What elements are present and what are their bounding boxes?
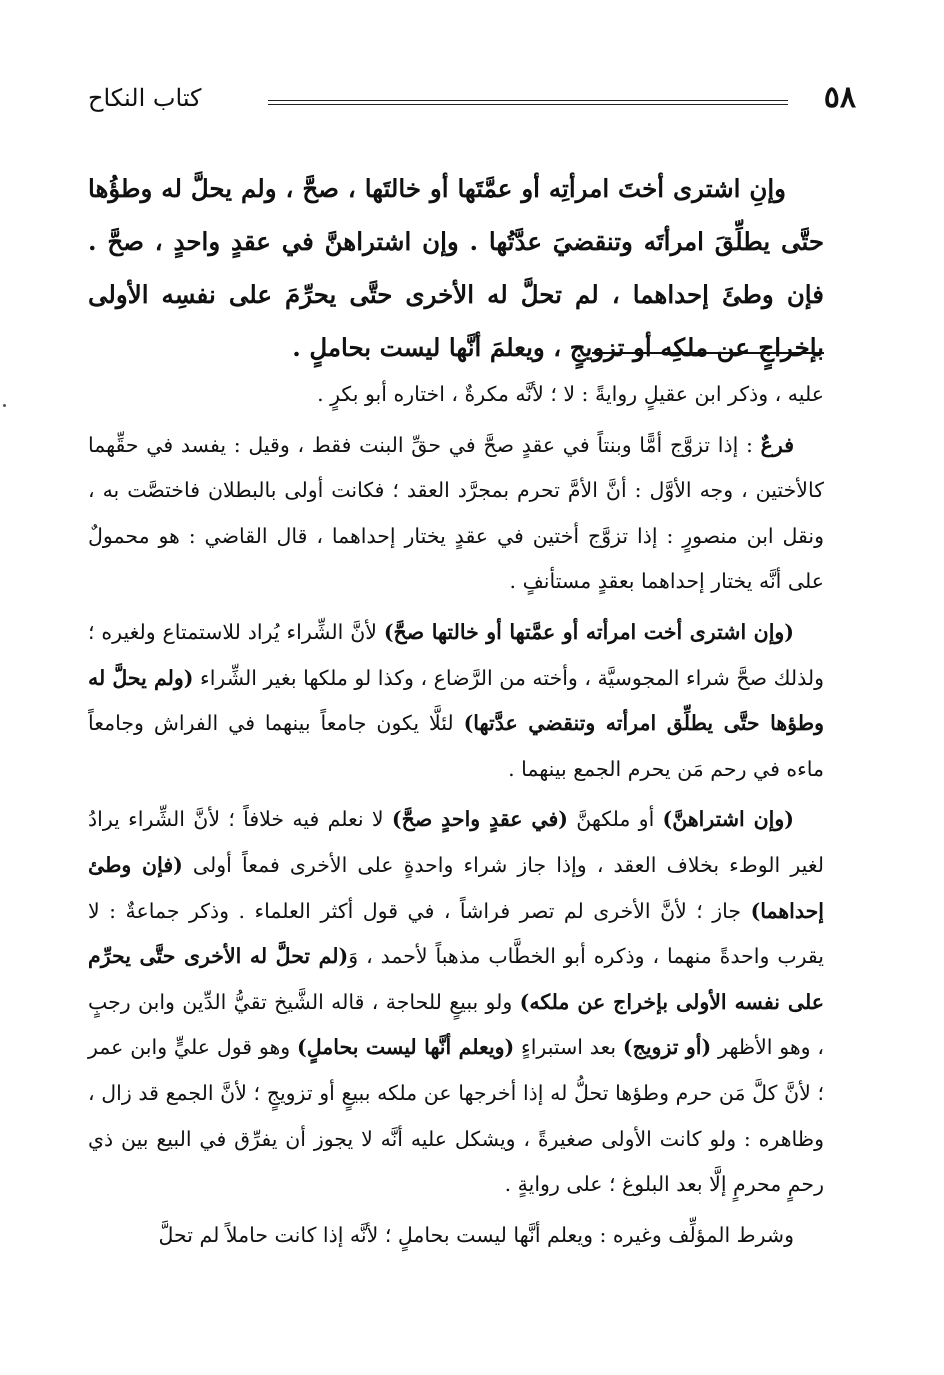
footnote-divider	[592, 352, 824, 354]
commentary-text: لا نعلم فيه خلافاً ؛ لأنَّ الشِّراء يرادُ لغير الوطء بخلاف العقد ، وإذا جاز شراء واحدةٍ على الأخرى فمعاً أولى	[88, 807, 824, 877]
commentary-text: لئلَّا يكون جامعاً بينهما في الفراش وجامعاً ماءه في رحم مَن يحرم الجمع بينهما .	[88, 711, 824, 781]
commentary-paragraph-2	[88, 423, 824, 605]
page-number: ٥٨	[823, 80, 856, 115]
matn-paragraph: وإنِ اشترى أختَ امرأتِه أو عمَّتَها أو خالتَها ، صحَّ ، ولم يحلَّ له وطؤُها حتَّى يطلِّقَ امرأتَه وتنقضيَ عدَّتُها . وإن اشتراهنَّ في عقدٍ واحدٍ ، صحَّ . فإن وطئَ إحداهما ، لم تحلَّ له الأخرى حتَّى يحرِّمَ على نفسِه الأولى بإخراجٍ عن ملكِه أو تزويجٍ ، ويعلمَ أنَّها ليست بحاملٍ .	[88, 174, 824, 362]
page-header	[88, 78, 856, 122]
quoted-matn: (وإن اشتراهنَّ)	[662, 807, 794, 832]
commentary-text: ولو ببيعٍ للحاجة ، قاله الشَّيخ تقيُّ الدِّين وابن رجبٍ ، وهو الأظهر	[88, 989, 824, 1060]
section-lead: فرعٌ	[760, 432, 794, 457]
commentary-text: وهو قول عليٍّ وابن عمر ؛ لأنَّ كلَّ مَن حرم وطؤها تحلُّ له إذا أخرجها عن ملكه ببيعٍ أو تزويجٍ ؛ لأنَّ الجمع قد زال ، وظاهره : ولو كانت الأولى صغيرةً ، ويشكل عليه أنَّه لا يجوز أن يفرِّق في البيع بين ذي رحمٍ محرمٍ إلَّا بعد البلوغ ؛ على روايةٍ .	[88, 1035, 824, 1197]
commentary-text: جاز ؛ لأنَّ الأخرى لم تصر فراشاً ، في قول أكثر العلماء . وذكر جماعةٌ : لا يقرب واحدةً منهما ، وذكره أبو الخطَّاب مذهباً لأحمد ، وَ	[88, 898, 825, 969]
commentary-text: : إذا تزوَّج أمًّا وبنتاً في عقدٍ صحَّ في حقِّ البنت فقط ، وقيل : يفسد في حقِّهما كالأختين ، وجه الأوَّل : أنَّ الأمَّ تحرم بمجرَّد العقد ؛ فكانت أولى بالبطلان فاختصَّت به ، ونقل ابن منصورٍ : إذا تزوَّج أختين في عقدٍ يختار إحداهما ، قال القاضي : هو محمولٌ على أنَّه يختار إحداهما بعقدٍ مستأنفٍ .	[88, 432, 824, 594]
quoted-matn: (ويعلم أنَّها ليست بحاملٍ)	[297, 1035, 515, 1060]
commentary-paragraph-1: عليه ، وذكر ابن عقيلٍ روايةً : لا ؛ لأنَّه مكرةٌ ، اختاره أبو بكرٍ .	[317, 382, 824, 406]
commentary-paragraph-5: وشرط المؤلِّف وغيره : ويعلم أنَّها ليست بحاملٍ ؛ لأنَّه إذا كانت حاملاً لم تحلَّ	[158, 1222, 794, 1247]
quoted-matn: (أو تزويج)	[622, 1035, 712, 1060]
commentary-text: بعد استبراءٍ	[514, 1035, 623, 1060]
commentary-block	[88, 372, 824, 1263]
commentary-text: أو ملكهنَّ	[567, 807, 663, 832]
commentary-paragraph-3	[88, 610, 824, 792]
commentary-text: لأنَّ الشِّراء يُراد للاستمتاع ولغيره ؛ ولذلك صحَّ شراء المجوسيَّة ، وأخته من الرَّضاع ، وكذا لو ملكها بغير الشِّراء	[88, 619, 824, 690]
book-title: كتاب النكاح	[88, 84, 202, 112]
commentary-paragraph-4	[88, 797, 824, 1207]
quoted-matn: (في عقدٍ واحدٍ صحَّ)	[391, 807, 568, 832]
quoted-matn: (وإن اشترى أخت امرأته أو عمَّتها أو خالتها صحَّ)	[383, 619, 794, 644]
header-rule	[268, 100, 788, 105]
matn-text-block	[88, 162, 824, 374]
quoted-matn: (لم تحلَّ له الأخرى حتَّى يحرِّم على نفسه الأولى بإخراج عن ملكه)	[88, 944, 824, 1014]
margin-dot	[3, 404, 6, 407]
quoted-matn: (فإن وطئ إحداهما)	[88, 852, 824, 923]
quoted-matn: (ولم يحلَّ له وطؤها حتَّى يطلِّق امرأته وتنقضي عدَّتها)	[88, 665, 824, 736]
